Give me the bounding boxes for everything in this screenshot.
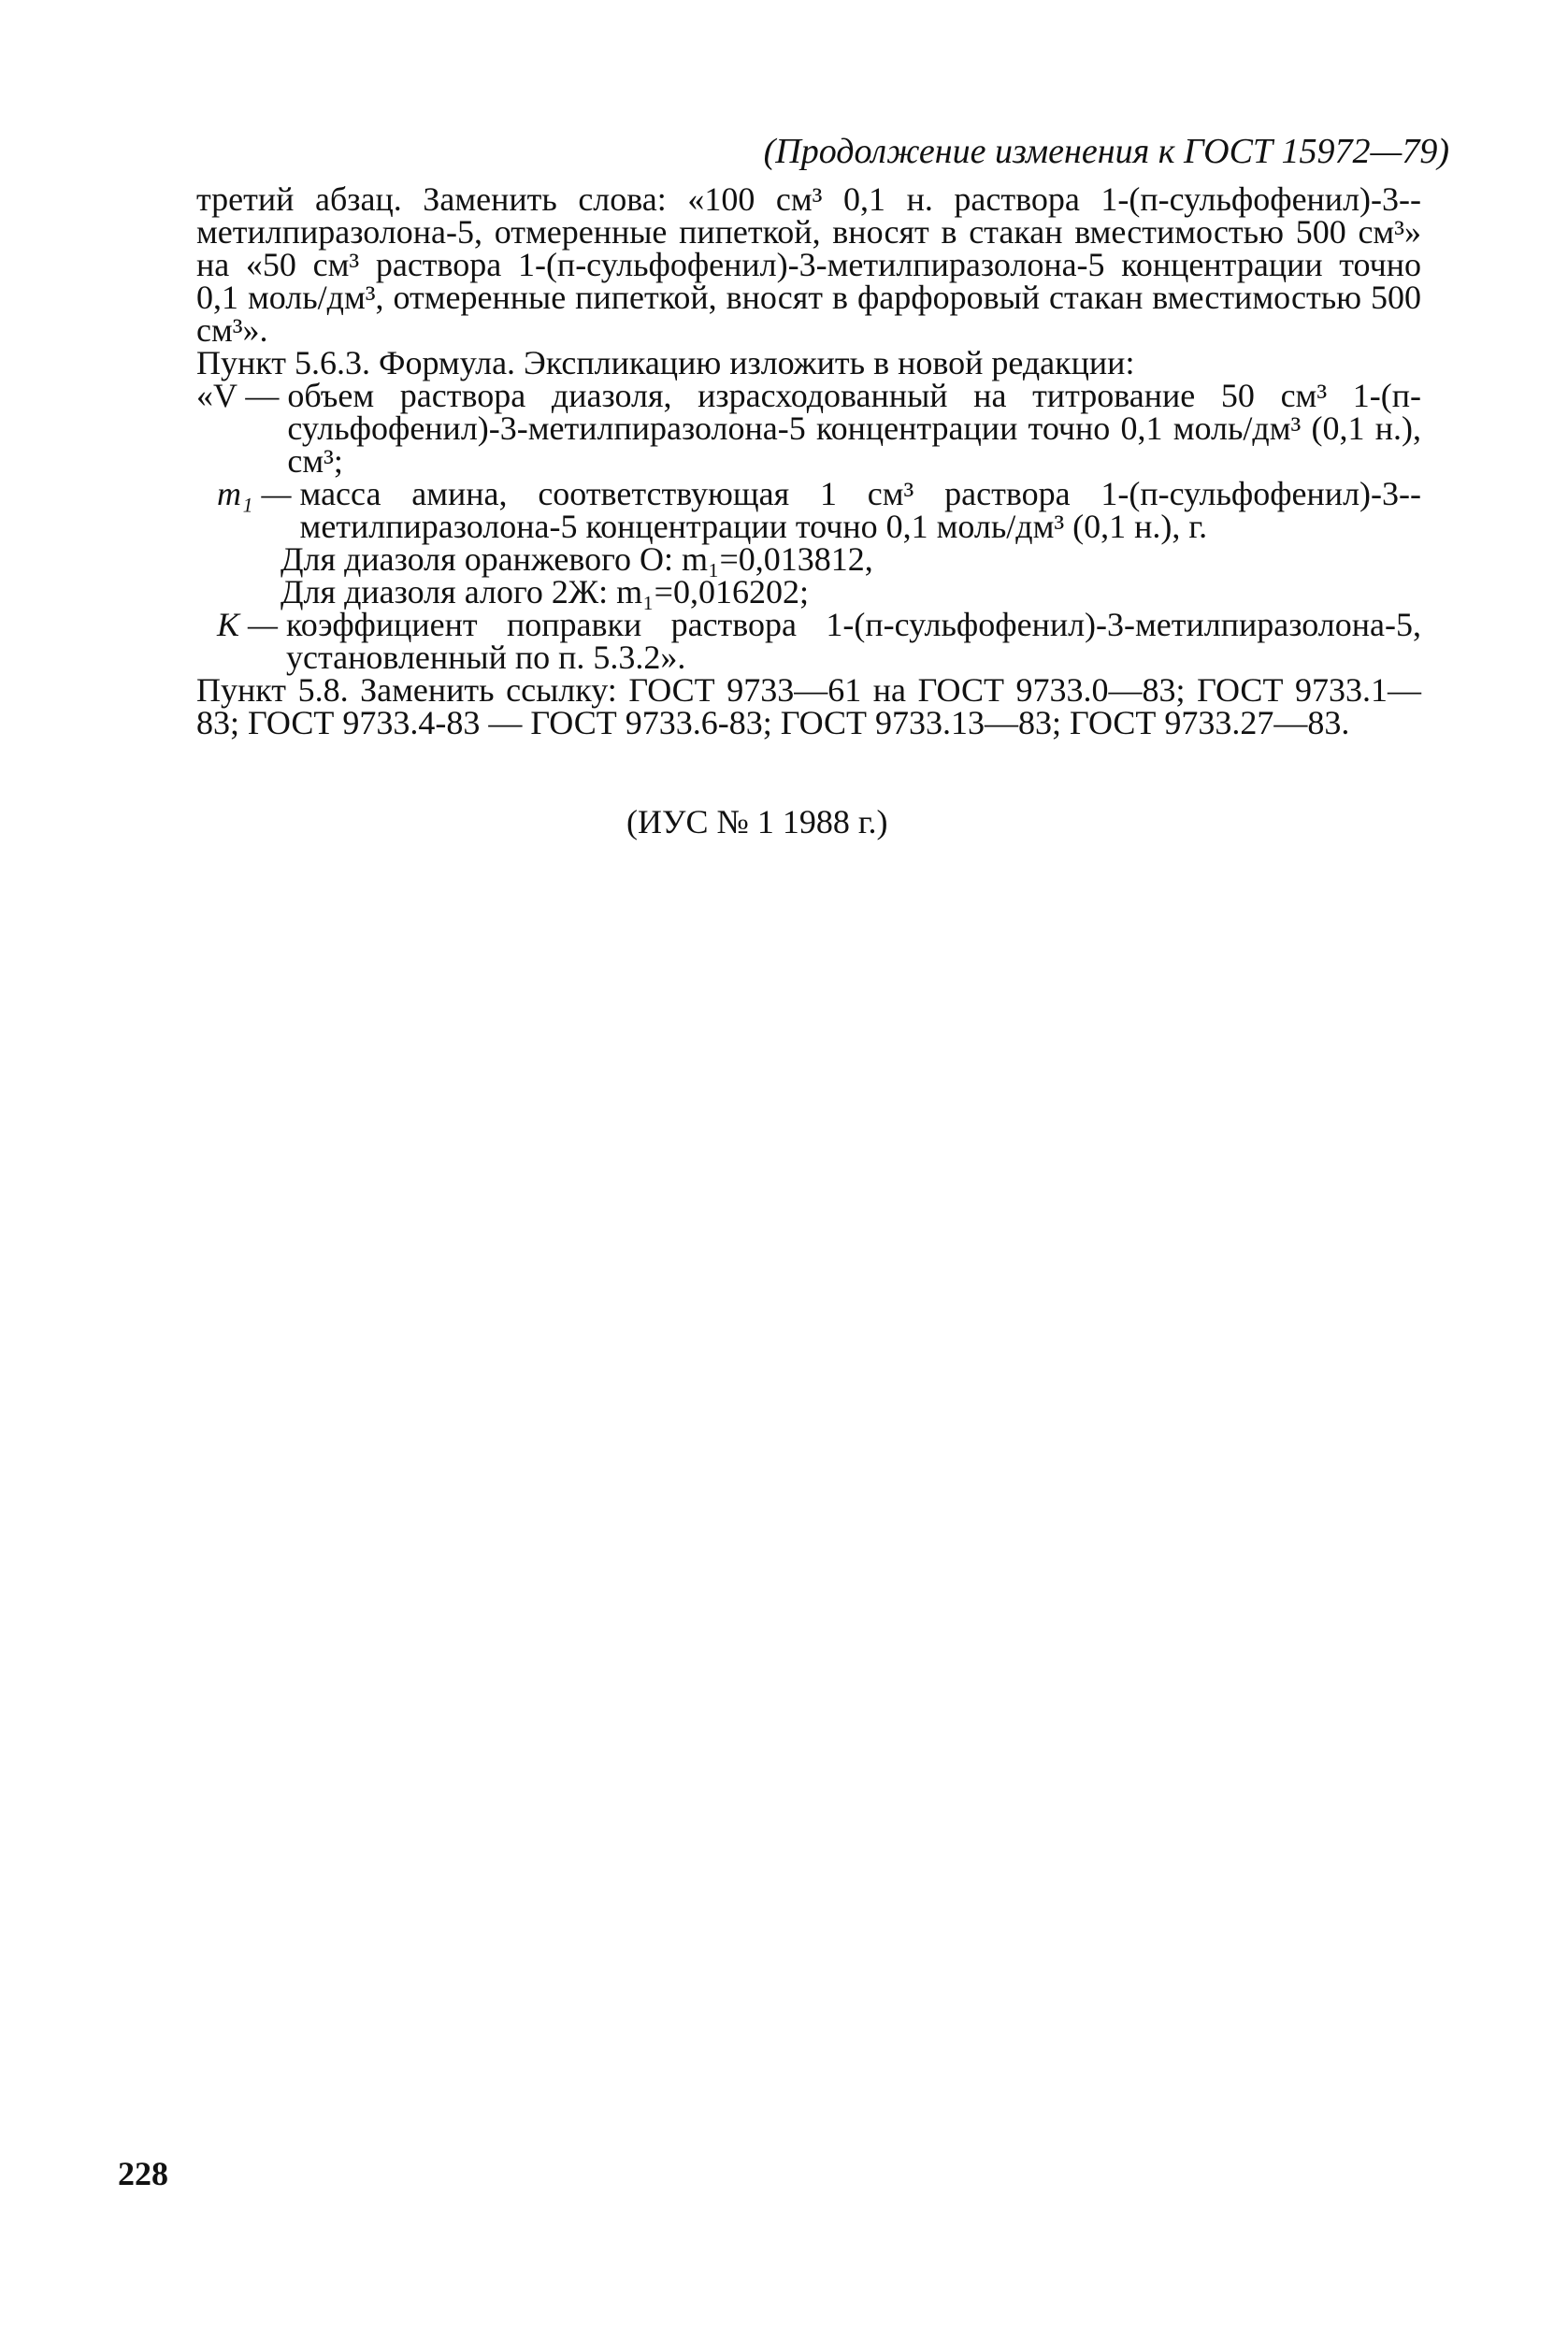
term-v-text: объем раствора диазоля, израсходованный на титрование 50 см³ 1-(п-сульфофенил)-3-метилпиразолона-5 концентрации точно 0,1 моль/дм³ (0,1 н.), см³; bbox=[287, 377, 1421, 480]
term-k-label: K — bbox=[217, 606, 287, 643]
explication-term-v bbox=[196, 377, 1421, 480]
term-m1-label: m₁ — bbox=[217, 475, 300, 512]
source-note: (ИУС № 1 1988 г.) bbox=[626, 803, 888, 840]
page-number: 228 bbox=[118, 2155, 168, 2192]
document-body bbox=[196, 180, 1421, 741]
paragraph-third-indent-replacement: третий абзац. Заменить слова: «100 см³ 0,1 н. раствора 1-(п-сульфофенил)-3--метилпиразолона-5, отмеренные пипеткой, вносят в стакан вместимостью 500 см³» на «50 см³ раствора 1-(п-сульфофенил)-3-метилпиразолона-5 концентрации точно 0,1 моль/дм³, отмеренные пипеткой, вносят в фарфоровый стакан вместимостью 500 см³». bbox=[196, 180, 1421, 349]
term-k-text: коэффициент поправки раствора 1-(п-сульфофенил)-3-метилпиразолона-5, установленный по п. 5.3.2». bbox=[286, 606, 1421, 676]
paragraph-clause-5-6-3: Пункт 5.6.3. Формула. Экспликацию изложить в новой редакции: bbox=[196, 344, 1135, 381]
term-m1-text: масса амина, соответствующая 1 см³ раствора 1-(п-сульфофенил)-3--метилпиразолона-5 концентрации точно 0,1 моль/дм³ (0,1 н.), г. bbox=[299, 475, 1421, 545]
explication-term-k bbox=[196, 606, 1421, 676]
explication-term-m1 bbox=[196, 475, 1421, 545]
continuation-header: (Продолжение изменения к ГОСТ 15972—79) bbox=[763, 132, 1449, 171]
scarlet-diazole-value: Для диазоля алого 2Ж: m₁=0,016202; bbox=[281, 573, 809, 610]
paragraph-clause-5-8: Пункт 5.8. Заменить ссылку: ГОСТ 9733—61 на ГОСТ 9733.0—83; ГОСТ 9733.1—83; ГОСТ 9733.4-83 — ГОСТ 9733.6-83; ГОСТ 9733.13—83; ГОСТ 9733.27—83. bbox=[196, 671, 1421, 741]
orange-diazole-value: Для диазоля оранжевого О: m₁=0,013812, bbox=[281, 540, 873, 578]
term-v-label: «V — bbox=[196, 377, 288, 414]
